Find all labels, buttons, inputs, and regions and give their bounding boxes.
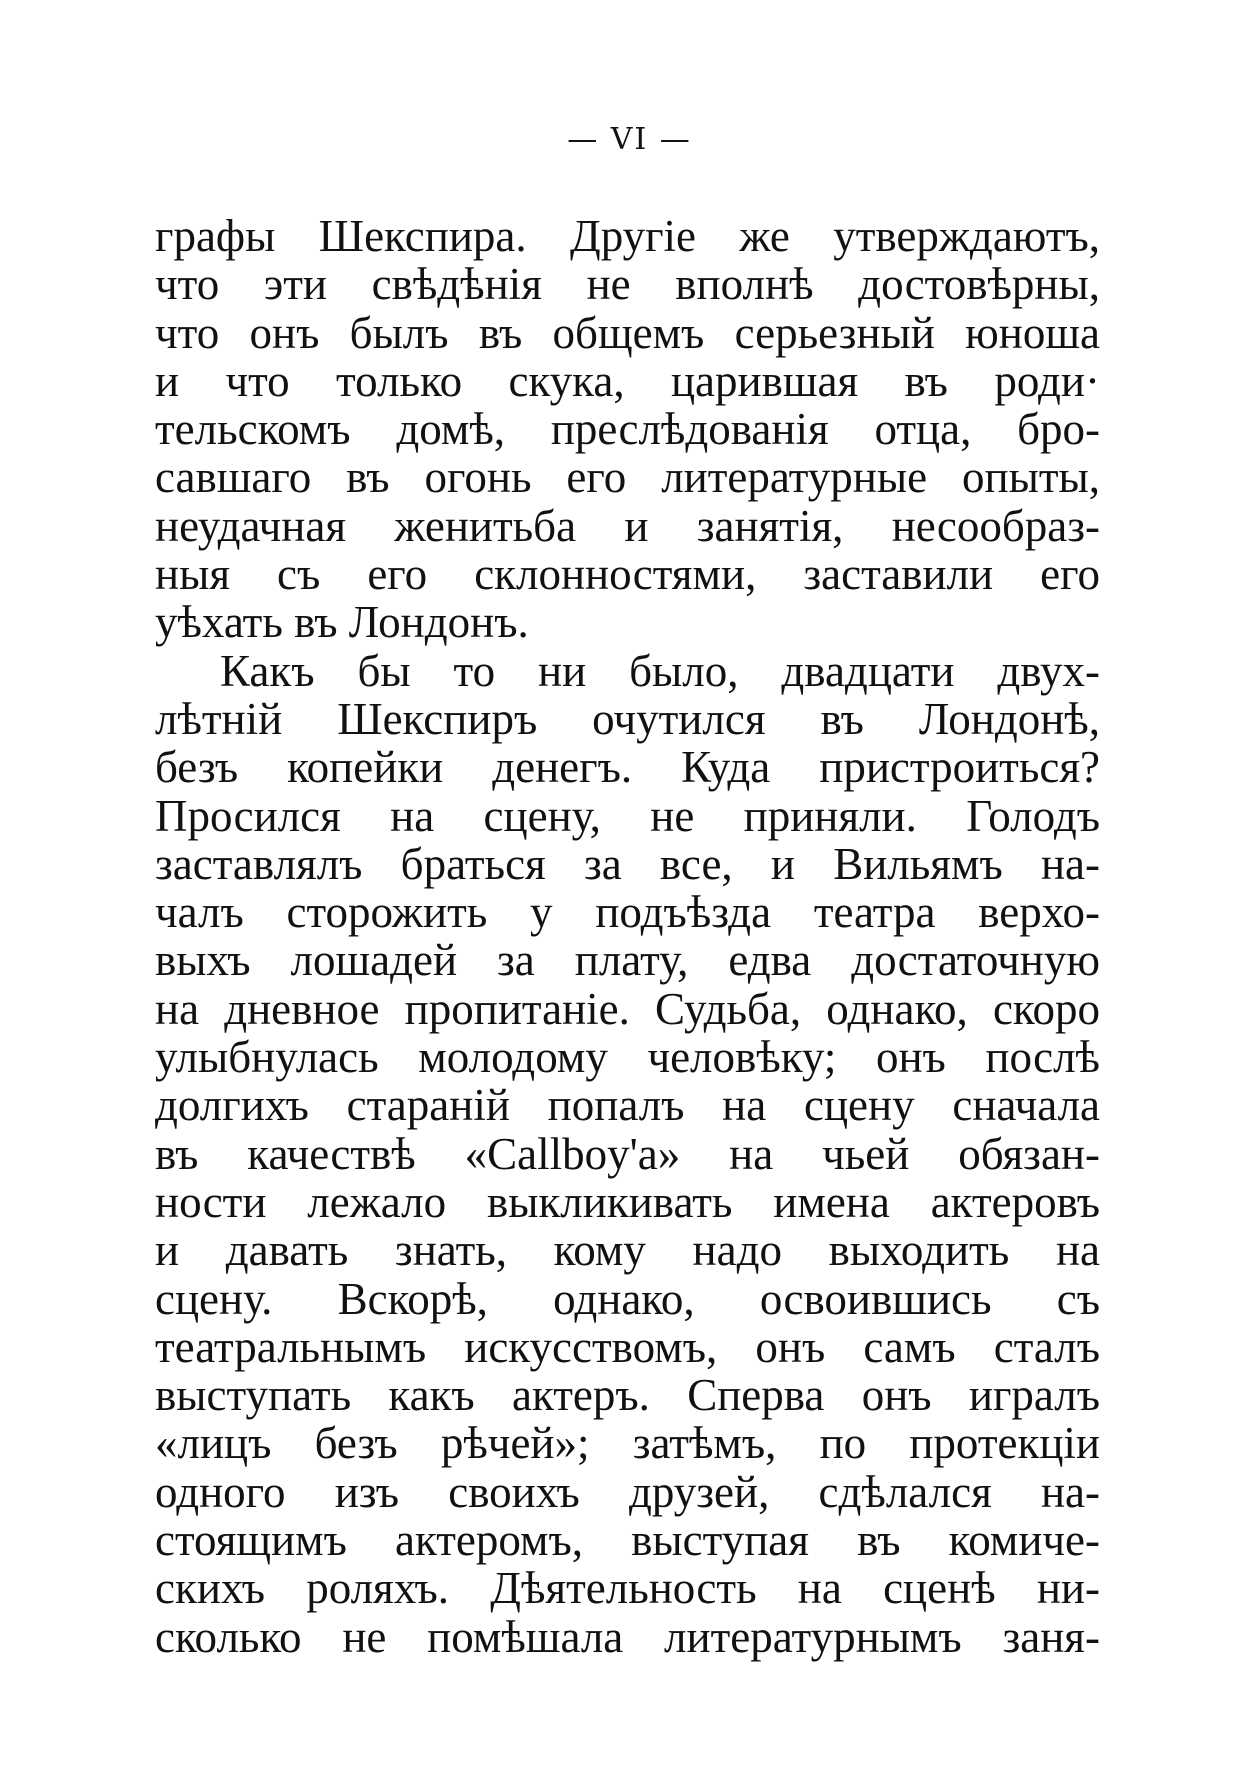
- text-line: ности лежало выкликивать имена актеровъ: [155, 1176, 1100, 1227]
- text-line: «лицъ безъ рѣчей»; затѣмъ, по протекціи: [155, 1418, 1100, 1469]
- text-line: безъ копейки денегъ. Куда пристроиться?: [155, 742, 1100, 793]
- body-text: [155, 212, 1100, 1661]
- text-line: лѣтній Шекспиръ очутился въ Лондонѣ,: [155, 693, 1100, 744]
- page-number: — VI —: [567, 122, 692, 157]
- text-line: на дневное пропитаніе. Судьба, однако, скоро: [155, 983, 1100, 1034]
- text-line: что эти свѣдѣнія не вполнѣ достовѣрны,: [155, 259, 1100, 310]
- text-line: савшаго въ огонь его литературные опыты,: [155, 452, 1100, 503]
- text-line: Какъ бы то ни было, двадцати двух-: [220, 645, 1100, 696]
- text-line: театральнымъ искусствомъ, онъ самъ сталъ: [155, 1321, 1100, 1372]
- text-line: ныя съ его склонностями, заставили его: [155, 549, 1100, 600]
- text-line: и давать знать, кому надо выходить на: [155, 1225, 1100, 1276]
- text-line: сцену. Вскорѣ, однако, освоившись съ: [155, 1273, 1100, 1324]
- text-line: что онъ былъ въ общемъ серьезный юноша: [155, 307, 1100, 358]
- text-line: стоящимъ актеромъ, выступая въ комиче-: [155, 1515, 1100, 1566]
- text-line: долгихъ стараній попалъ на сцену сначала: [155, 1080, 1100, 1131]
- text-line: улыбнулась молодому человѣку; онъ послѣ: [155, 1032, 1100, 1083]
- text-line: въ качествѣ «Callboy'a» на чьей обязан-: [155, 1128, 1100, 1179]
- text-line: тельскомъ домѣ, преслѣдованія отца, бро-: [155, 404, 1100, 455]
- text-line: неудачная женитьба и занятія, несообраз-: [155, 500, 1100, 551]
- text-line: заставлялъ браться за все, и Вильямъ на-: [155, 838, 1100, 889]
- text-line: сколько не помѣшала литературнымъ заня-: [155, 1611, 1100, 1662]
- text-line: одного изъ своихъ друзей, сдѣлался на-: [155, 1466, 1100, 1517]
- text-line: Просился на сцену, не приняли. Голодъ: [155, 790, 1100, 841]
- text-line: графы Шекспира. Другіе же утверждаютъ,: [155, 211, 1100, 261]
- text-line: и что только скука, царившая въ роди·: [155, 355, 1100, 406]
- text-line: уѣхать въ Лондонъ.: [155, 597, 529, 648]
- text-line: скихъ роляхъ. Дѣятельность на сценѣ ни-: [155, 1563, 1100, 1614]
- text-line: чалъ сторожить у подъѣзда театра верхо-: [155, 887, 1100, 938]
- text-line: выхъ лошадей за плату, едва достаточную: [155, 935, 1100, 986]
- text-line: выступать какъ актеръ. Сперва онъ игралъ: [155, 1370, 1100, 1421]
